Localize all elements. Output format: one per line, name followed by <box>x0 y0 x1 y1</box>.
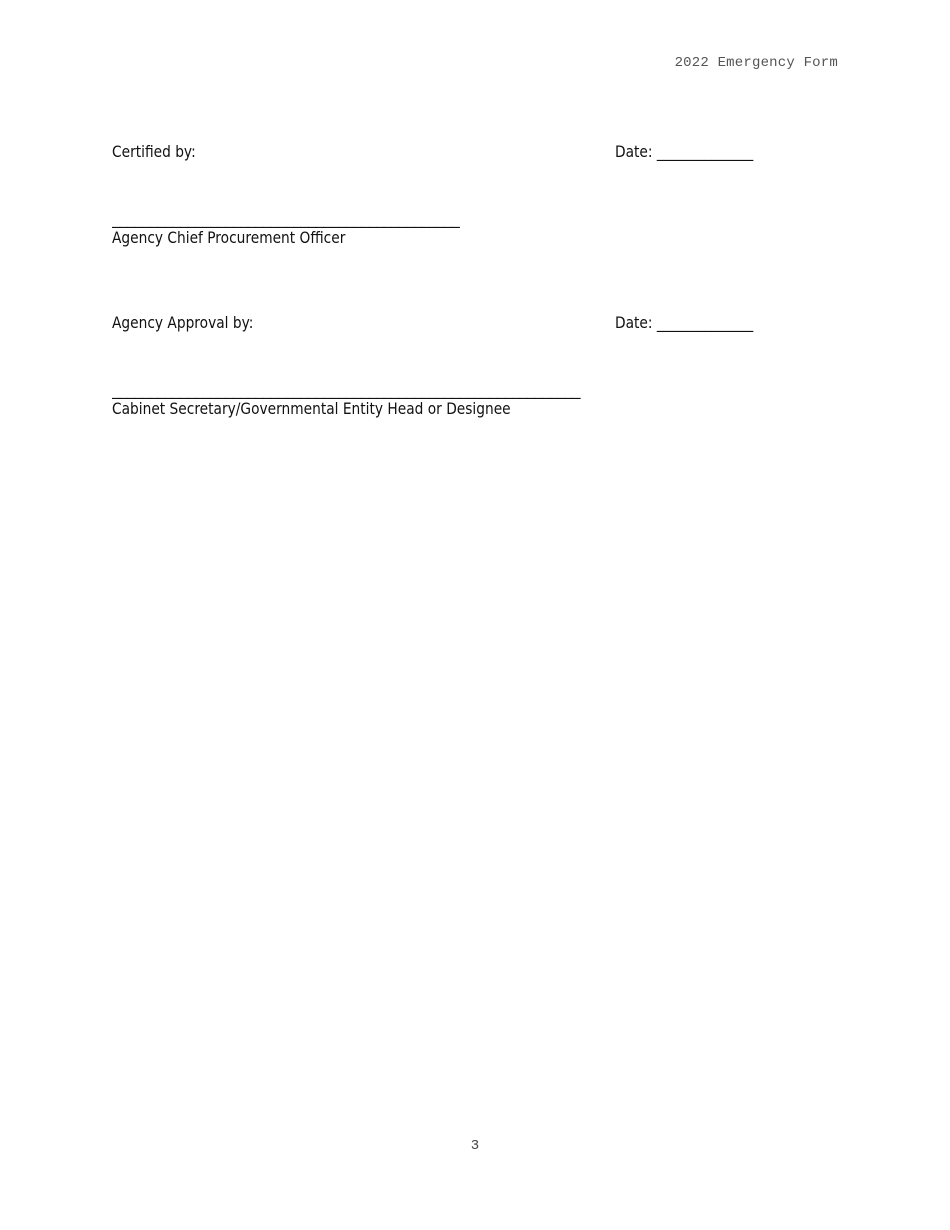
certification-signer-title: Agency Chief Procurement Officer <box>112 228 346 247</box>
approval-signature-line[interactable]: ______________________________________________________________ <box>112 380 581 399</box>
certified-by-label: Certified by: <box>112 142 196 161</box>
page-number: 3 <box>470 1138 480 1154</box>
agency-approval-label: Agency Approval by: <box>112 313 254 332</box>
form-header-title: 2022 Emergency Form <box>674 55 838 71</box>
certification-date-field[interactable]: Date: ______________ <box>615 142 754 161</box>
certification-signature-line[interactable]: ______________________________________________ <box>112 209 460 228</box>
approval-signer-title: Cabinet Secretary/Governmental Entity Head or Designee <box>112 399 511 418</box>
approval-date-field[interactable]: Date: ______________ <box>615 313 754 332</box>
